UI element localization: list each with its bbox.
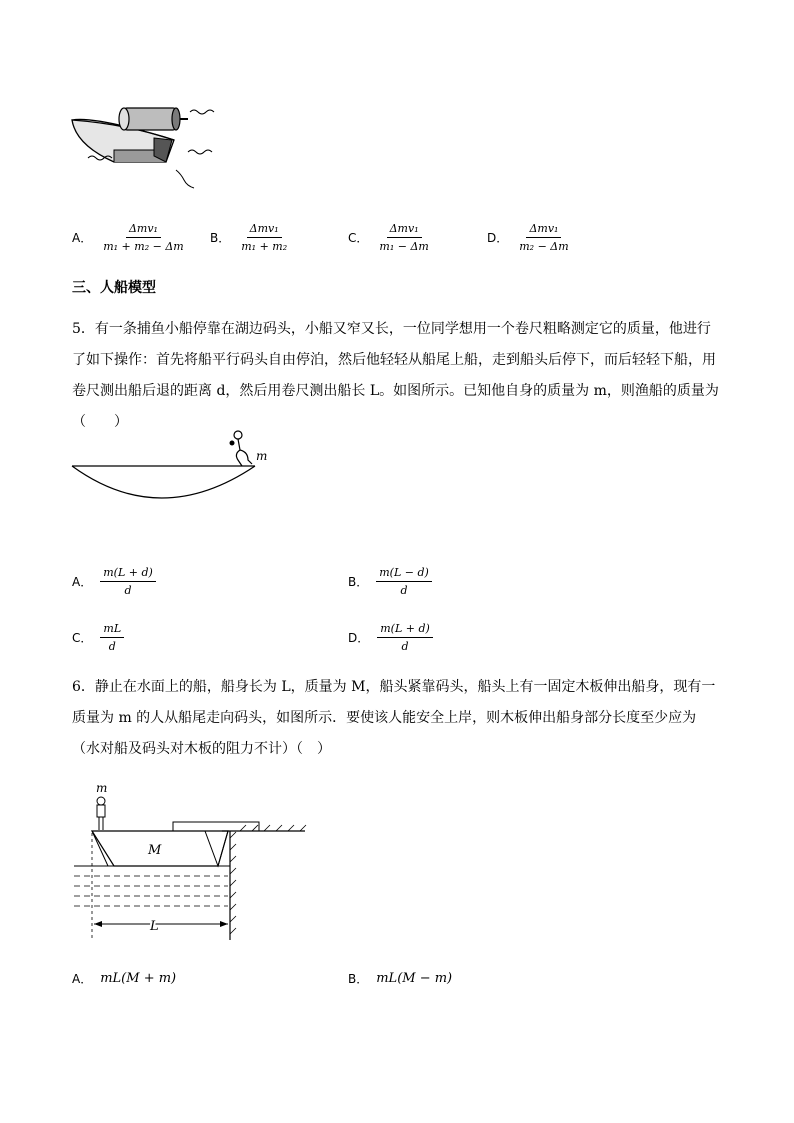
fraction-numerator: m(L − d) bbox=[376, 566, 432, 582]
length-label: L bbox=[150, 919, 159, 934]
option-fraction bbox=[238, 222, 290, 253]
fraction-denominator: d bbox=[401, 640, 409, 653]
motorboat-figure bbox=[66, 100, 226, 195]
option-label: A． bbox=[72, 575, 93, 589]
q4-option-b[interactable] bbox=[210, 222, 290, 253]
figure-mass-label: m bbox=[256, 449, 268, 463]
q6-option-b[interactable] bbox=[348, 970, 452, 987]
fraction-numerator: Δmv₁ bbox=[387, 222, 422, 238]
option-fraction bbox=[516, 222, 571, 253]
fishing-boat-figure bbox=[70, 420, 280, 505]
fraction-numerator: m(L + d) bbox=[100, 566, 156, 582]
fraction-denominator: m₁ − Δm bbox=[379, 240, 429, 253]
fraction-numerator: m(L + d) bbox=[377, 622, 433, 638]
option-label: B． bbox=[348, 972, 369, 986]
fraction-denominator: d bbox=[108, 640, 116, 653]
option-label: D． bbox=[487, 231, 509, 245]
fraction-denominator: m₁ + m₂ − Δm bbox=[103, 240, 184, 253]
fraction-denominator: m₂ − Δm bbox=[519, 240, 569, 253]
option-label: C． bbox=[72, 631, 93, 645]
option-expression: mL(M − m) bbox=[376, 971, 453, 986]
option-label: A． bbox=[72, 972, 93, 986]
q4-option-c[interactable] bbox=[348, 222, 432, 253]
boat-mass-label: M bbox=[148, 843, 162, 858]
fraction-numerator: Δmv₁ bbox=[526, 222, 561, 238]
option-label: D． bbox=[348, 631, 370, 645]
option-fraction bbox=[100, 222, 186, 253]
person-mass-label: m bbox=[96, 781, 108, 795]
fraction-denominator: d bbox=[400, 584, 408, 597]
fraction-denominator: d bbox=[124, 584, 132, 597]
fraction-numerator: Δmv₁ bbox=[126, 222, 161, 238]
option-fraction bbox=[376, 222, 431, 253]
fraction-denominator: m₁ + m₂ bbox=[241, 240, 288, 253]
section-heading: 三、人船模型 bbox=[72, 280, 156, 296]
option-label: A． bbox=[72, 231, 93, 245]
q5-option-d[interactable] bbox=[348, 622, 433, 653]
option-fraction bbox=[376, 566, 432, 597]
option-fraction bbox=[377, 622, 433, 653]
option-expression: mL(M + m) bbox=[100, 971, 177, 986]
boat-dock-figure bbox=[70, 778, 310, 940]
q4-option-a[interactable] bbox=[72, 222, 187, 253]
option-fraction bbox=[100, 622, 124, 653]
q6-question-text: 6．静止在水面上的船，船身长为 L，质量为 M，船头紧靠码头，船头上有一固定木板伸出船身，现有一质量为 m 的人从船尾走向码头，如图所示．要使该人能安全上岸，则木板伸出船身部分长度至少应为（水对船及码头对木板的阻力不计）（ ） bbox=[72, 679, 716, 757]
option-label: B． bbox=[210, 231, 231, 245]
q5-option-c[interactable] bbox=[72, 622, 124, 653]
option-label: C． bbox=[348, 231, 369, 245]
q5-question-text: 5．有一条捕鱼小船停靠在湖边码头，小船又窄又长，一位同学想用一个卷尺粗略测定它的质量，他进行了如下操作：首先将船平行码头自由停泊，然后他轻轻从船尾上船，走到船头后停下，而后轻轻下船，用卷尺测出船后退的距离 d，然后用卷尺测出船长 L。如图所示。已知他自身的质量为 m，则渔船的质量为（ ） bbox=[72, 321, 719, 430]
q4-option-d[interactable] bbox=[487, 222, 572, 253]
q6-option-a[interactable] bbox=[72, 970, 176, 987]
option-label: B． bbox=[348, 575, 369, 589]
option-fraction bbox=[100, 566, 156, 597]
fraction-numerator: mL bbox=[100, 622, 124, 638]
q5-option-a[interactable] bbox=[72, 566, 156, 597]
q5-option-b[interactable] bbox=[348, 566, 432, 597]
fraction-numerator: Δmv₁ bbox=[247, 222, 282, 238]
